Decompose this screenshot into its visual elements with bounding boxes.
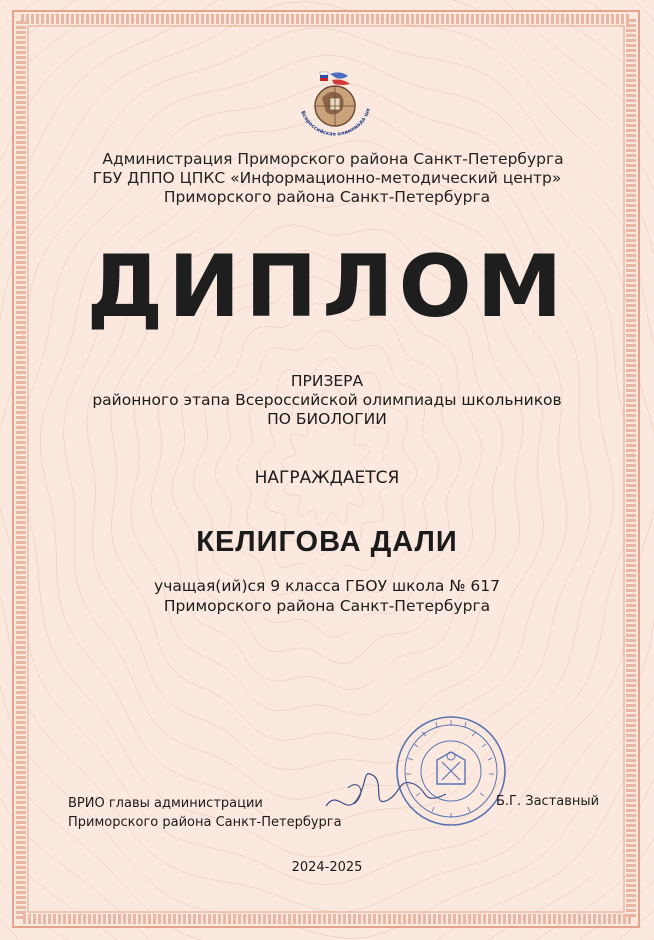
signatory-position xyxy=(68,794,342,832)
recipient-district-line: Приморского района Санкт-Петербурга xyxy=(163,597,491,615)
recipient-details xyxy=(0,576,654,616)
prize-line-3: ПО БИОЛОГИИ xyxy=(267,410,387,428)
recipient-class-line: учащая(ий)ся 9 класса ГБОУ школа № 617 xyxy=(154,577,500,595)
prize-line-1: ПРИЗЕРА xyxy=(290,372,364,390)
signatory-position-line-2: Приморского района Санкт-Петербурга xyxy=(68,815,342,830)
signatory-name: Б.Г. Заставный xyxy=(496,794,600,809)
org-line-1: Администрация Приморского района Санкт-Петербурга xyxy=(102,150,564,168)
awarded-label: НАГРАЖДАЕТСЯ xyxy=(254,468,400,488)
prize-description xyxy=(0,372,654,429)
org-line-3: Приморского района Санкт-Петербурга xyxy=(163,188,491,206)
recipient-name: КЕЛИГОВА ДАЛИ xyxy=(196,526,458,558)
prize-line-2: районного этапа Всероссийской олимпиады школьников xyxy=(92,391,562,409)
academic-year: 2024-2025 xyxy=(291,860,363,875)
signatory-position-line-1: ВРИО главы администрации xyxy=(68,796,263,811)
diploma-title: ДИПЛОМ xyxy=(86,237,568,337)
org-line-2: ГБУ ДППО ЦПКС «Информационно-методический центр» xyxy=(92,169,562,187)
svg-text:Всероссийская олимпиада школьн: Всероссийская олимпиада шк xyxy=(299,107,372,138)
organization-header xyxy=(0,150,654,207)
olympiad-emblem-icon xyxy=(290,68,380,142)
official-stamp-icon xyxy=(392,712,510,830)
